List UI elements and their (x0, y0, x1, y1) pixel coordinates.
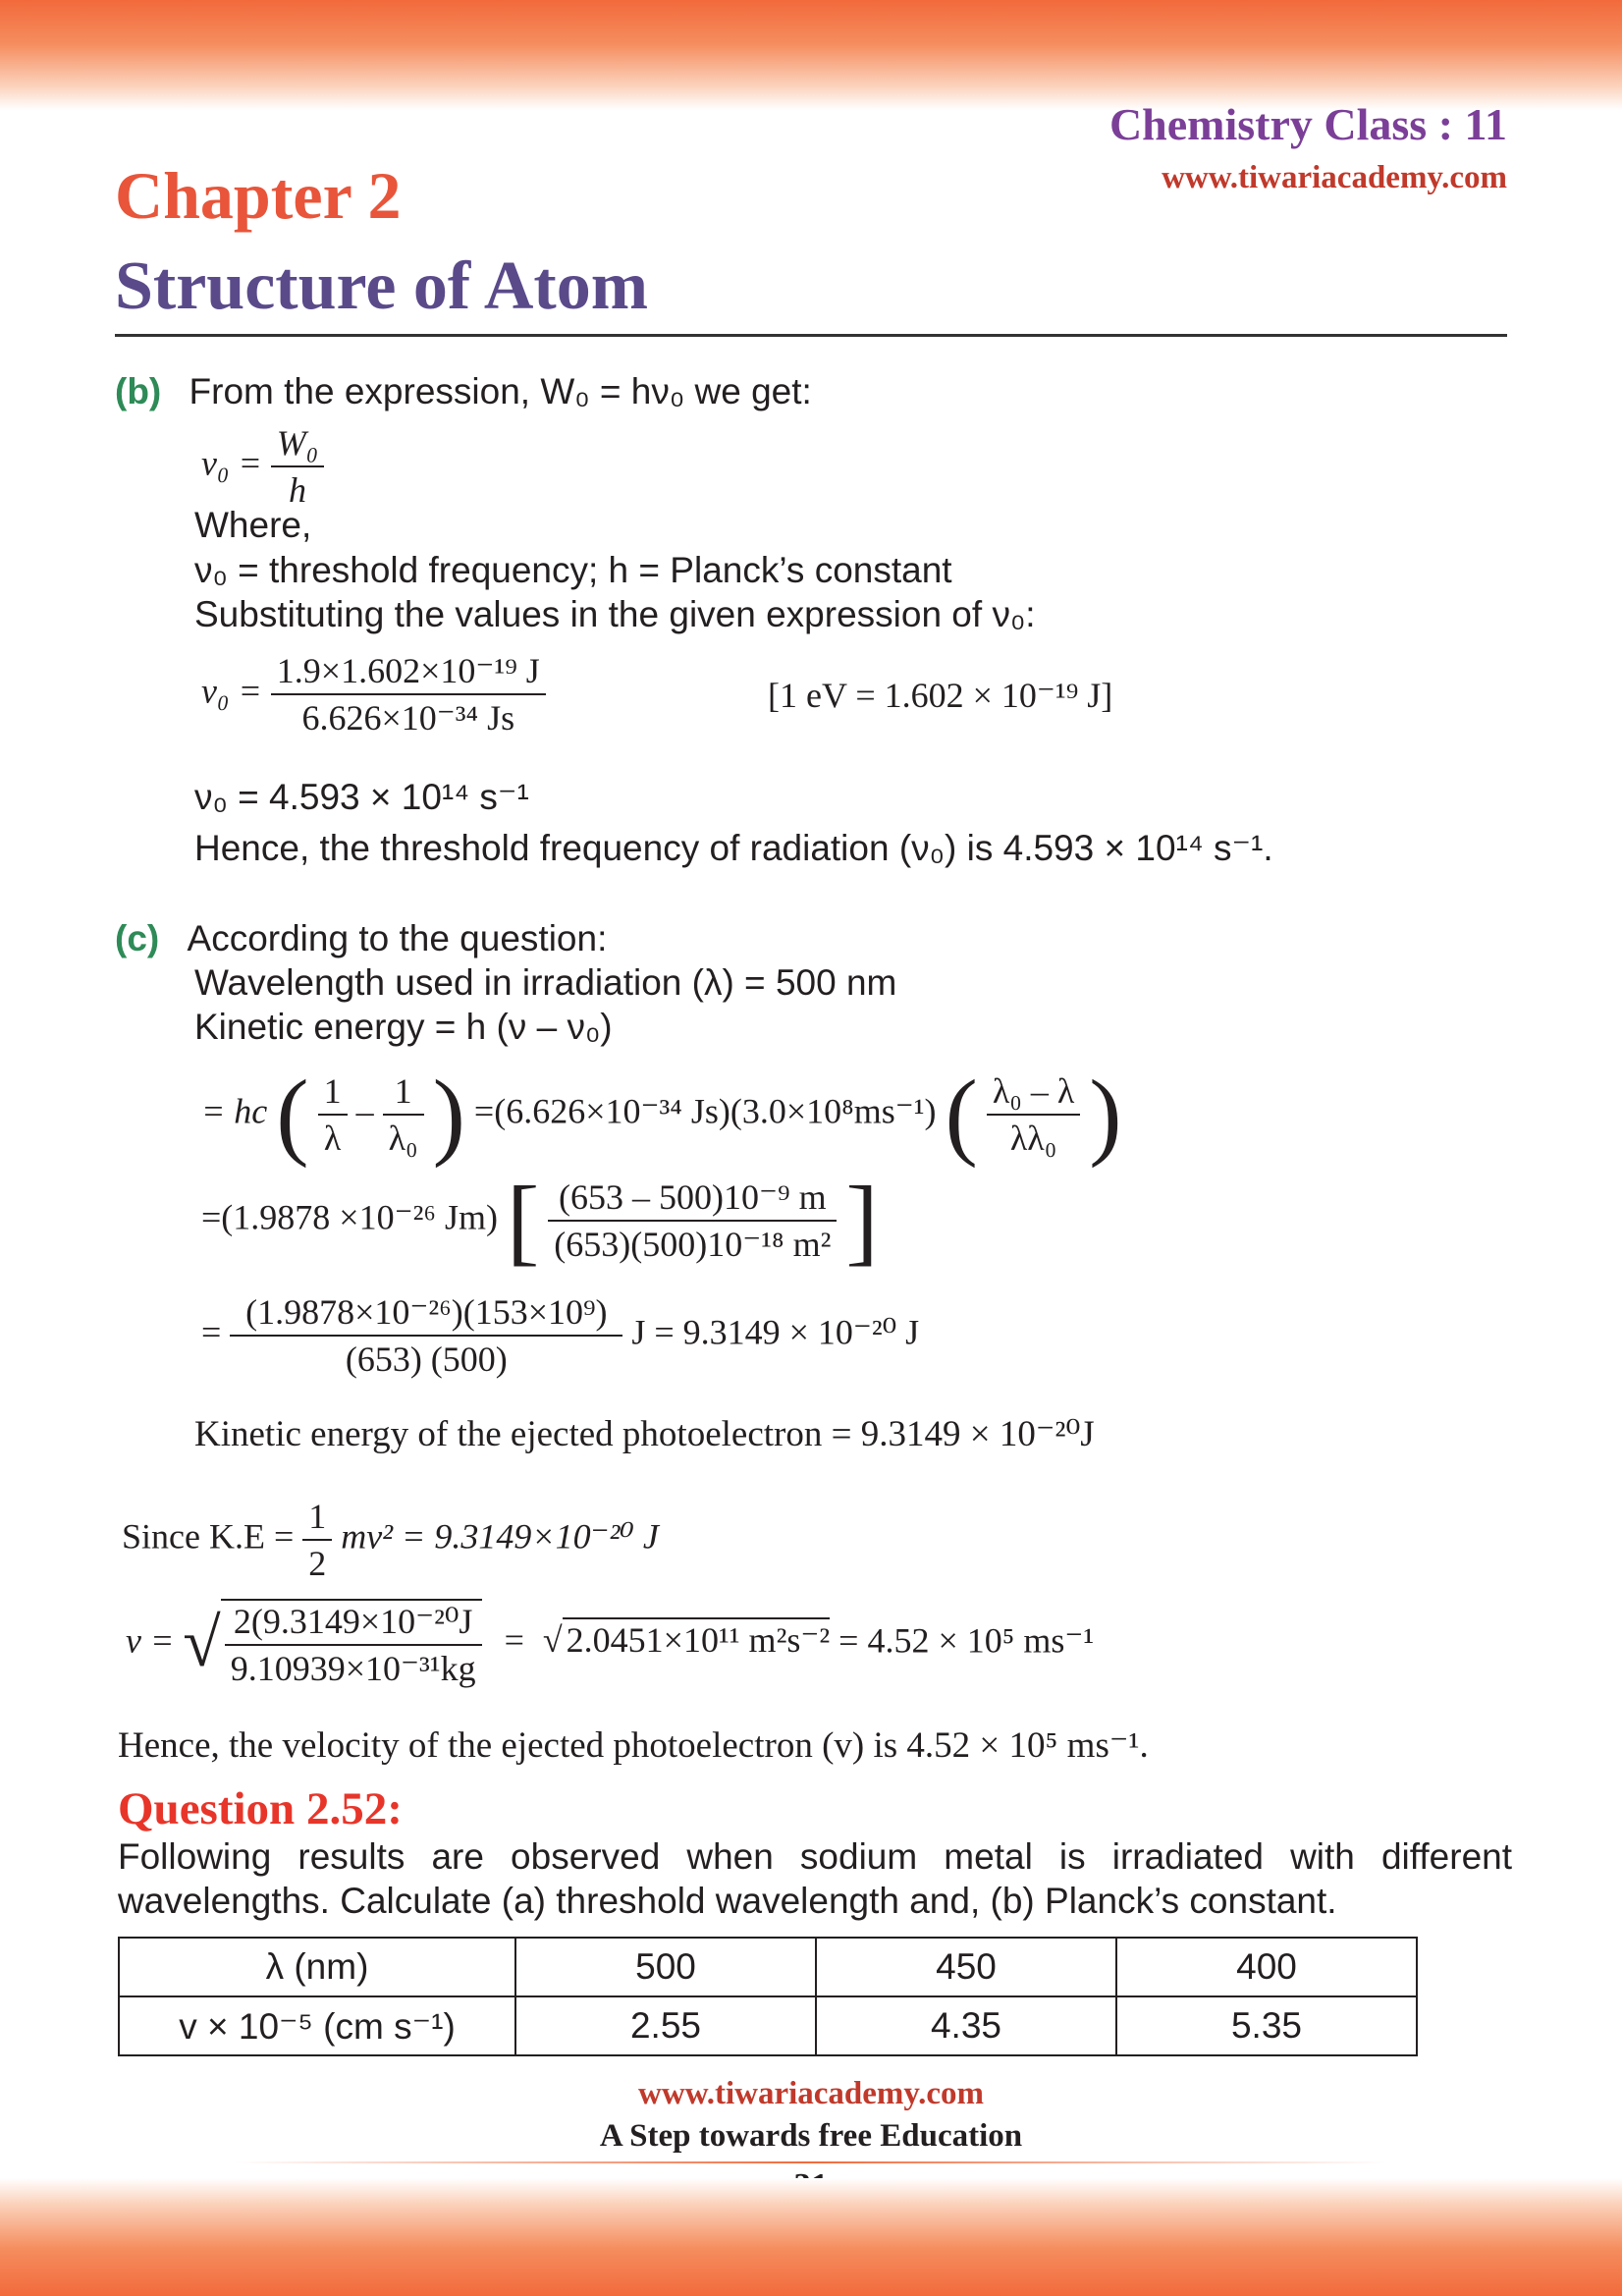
equation-since-ke (122, 1496, 659, 1584)
part-c-label: (c) (115, 918, 160, 958)
kinetic-energy-formula: Kinetic energy = h (ν – ν₀) (194, 1007, 613, 1047)
step2-denominator: (653)(500)10⁻¹⁸ m² (554, 1225, 832, 1264)
footer-website-link[interactable]: www.tiwariacademy.com (638, 2076, 984, 2111)
step1-frac2-den: λ₀ (388, 1119, 418, 1158)
equation-threshold-frequency (201, 422, 324, 511)
step1-frac3-num: λ₀ – λ (987, 1070, 1080, 1116)
bottom-decorative-band (0, 2178, 1622, 2296)
left-paren: ( (276, 1060, 309, 1169)
velocity-sqrt-value: 2.0451×10¹¹ m²s⁻² (563, 1617, 831, 1661)
left-paren-2: ( (945, 1060, 978, 1169)
header-website-link[interactable]: www.tiwariacademy.com (1162, 160, 1507, 195)
part-b-conclusion: Hence, the threshold frequency of radiation (ν₀) is 4.593 × 10¹⁴ s⁻¹. (194, 828, 1273, 868)
right-bracket: ] (845, 1166, 879, 1275)
table-cell: 2.55 (515, 1996, 816, 2055)
table-cell: 5.35 (1116, 1996, 1417, 2055)
step2-prefix: =(1.9878 ×10⁻²⁶ Jm) (201, 1197, 498, 1237)
velocity-result: = 4.52 × 10⁵ ms⁻¹ (838, 1620, 1095, 1661)
step1-constants: =(6.626×10⁻³⁴ Js)(3.0×10⁸ms⁻¹) (473, 1091, 937, 1131)
velocity-fraction (225, 1601, 482, 1689)
results-table (118, 1937, 1418, 2056)
eq2-fraction (271, 650, 546, 738)
equation-substitution (201, 650, 546, 738)
left-bracket: [ (506, 1166, 540, 1275)
step1-frac2-num: 1 (383, 1070, 424, 1116)
part-b-intro: From the expression, W₀ = hν₀ we get: (189, 371, 812, 411)
footer-tagline: A Step towards free Education (599, 2118, 1023, 2154)
step3-result: J = 9.3149 × 10⁻²⁰ J (631, 1312, 920, 1352)
step1-frac3-den: λλ₀ (1009, 1119, 1057, 1158)
part-c-intro: According to the question: (187, 918, 608, 958)
step1-frac1 (318, 1070, 348, 1159)
eq2-denominator: 6.626×10⁻³⁴ Js (301, 698, 515, 738)
step3-denominator: (653) (500) (345, 1339, 508, 1379)
question-heading: Question 2.52: (118, 1783, 403, 1834)
table-cell: 400 (1116, 1938, 1417, 1996)
since-half-num: 1 (302, 1496, 332, 1541)
since-prefix: Since K.E = (122, 1516, 295, 1557)
conversion-factor: [1 eV = 1.602 × 10⁻¹⁹ J] (768, 676, 1113, 715)
table-cell: 450 (816, 1938, 1116, 1996)
threshold-frequency-result: ν₀ = 4.593 × 10¹⁴ s⁻¹ (194, 777, 529, 817)
step1-frac1-den: λ (323, 1119, 342, 1158)
eq1-fraction (271, 422, 325, 511)
since-rest: mv² = 9.3149×10⁻²⁰ J (341, 1516, 659, 1557)
eq2-lhs: ν₀ = (201, 671, 262, 711)
sqrt-symbol-icon-2: √ (542, 1620, 563, 1661)
step1-frac2 (383, 1070, 424, 1159)
step1-frac3 (987, 1070, 1080, 1159)
part-c-intro-line (115, 918, 607, 959)
definition-text: ν₀ = threshold frequency; h = Planck’s constant (194, 550, 952, 590)
velocity-equals: = (504, 1620, 524, 1661)
step3-fraction (230, 1291, 622, 1380)
question-text-line1: Following results are observed when sodium metal is irradiated with different (118, 1836, 1512, 1877)
part-b-label: (b) (115, 371, 162, 411)
step3-numerator: (1.9878×10⁻²⁶)(153×10⁹) (230, 1291, 622, 1337)
table-row (119, 1996, 1417, 2055)
velocity-denominator: 9.10939×10⁻³¹kg (230, 1649, 476, 1688)
equation-ke-step2 (201, 1166, 879, 1275)
velocity-radicand (221, 1599, 482, 1689)
substituting-text: Substituting the values in the given expression of ν₀: (194, 594, 1036, 634)
part-c-conclusion: Hence, the velocity of the ejected photoelectron (v) is 4.52 × 10⁵ ms⁻¹. (118, 1725, 1149, 1766)
question-text-line2: wavelengths. Calculate (a) threshold wavelength and, (b) Planck’s constant. (118, 1881, 1337, 1921)
kinetic-energy-result: Kinetic energy of the ejected photoelectron = 9.3149 × 10⁻²⁰J (194, 1414, 1095, 1454)
table-cell: v × 10⁻⁵ (cm s⁻¹) (119, 1996, 515, 2055)
equation-ke-step1 (201, 1060, 1122, 1169)
table-cell: 500 (515, 1938, 816, 1996)
eq1-lhs: ν₀ = (201, 443, 262, 483)
equation-ke-step3 (201, 1291, 919, 1380)
step3-equals: = (201, 1312, 222, 1352)
step2-fraction (548, 1176, 837, 1265)
velocity-lhs: v = (126, 1620, 175, 1661)
right-paren: ) (432, 1060, 465, 1169)
top-decorative-band (0, 0, 1622, 110)
table-row (119, 1938, 1417, 1996)
part-b-intro-line (115, 371, 812, 412)
table-cell: λ (nm) (119, 1938, 515, 1996)
chapter-number: Chapter 2 (115, 158, 402, 233)
eq2-numerator: 1.9×1.602×10⁻¹⁹ J (271, 650, 546, 695)
equation-velocity (126, 1599, 1094, 1689)
step1-frac1-num: 1 (318, 1070, 348, 1116)
eq1-denominator: h (289, 470, 307, 510)
header-divider (115, 334, 1507, 337)
sqrt-symbol-icon: √ (183, 1606, 221, 1681)
since-half (302, 1496, 332, 1584)
right-paren-2: ) (1089, 1060, 1122, 1169)
class-title: Chemistry Class : 11 (1108, 99, 1507, 149)
eq1-numerator: W₀ (271, 422, 325, 467)
step1-minus: – (355, 1091, 374, 1131)
chapter-title: Structure of Atom (115, 248, 649, 324)
velocity-numerator: 2(9.3149×10⁻²⁰J (225, 1601, 482, 1646)
wavelength-text: Wavelength used in irradiation (λ) = 500 nm (194, 962, 897, 1003)
since-half-den: 2 (308, 1544, 327, 1583)
where-text: Where, (194, 505, 312, 545)
table-cell: 4.35 (816, 1996, 1116, 2055)
step2-numerator: (653 – 500)10⁻⁹ m (548, 1176, 837, 1222)
step1-prefix: = hc (201, 1091, 268, 1131)
footer-divider (236, 2161, 1386, 2163)
